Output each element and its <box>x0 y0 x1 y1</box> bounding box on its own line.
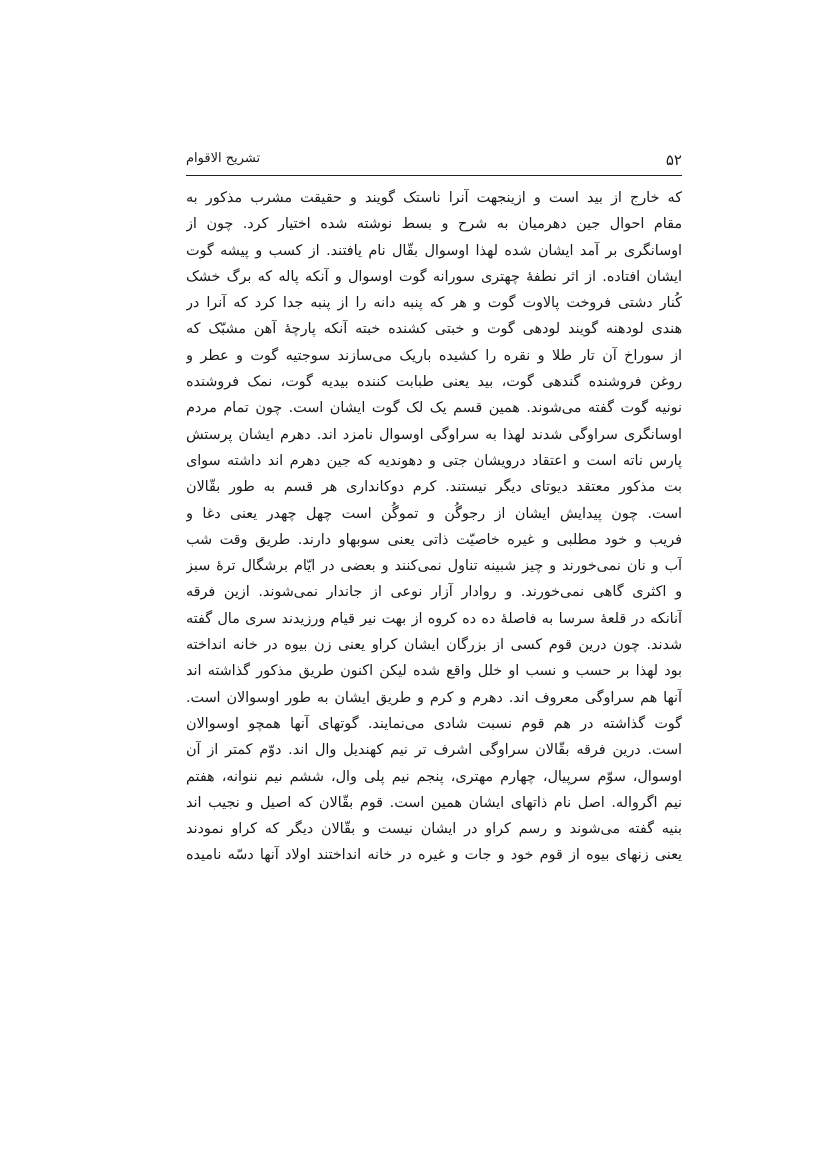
text-line: فریب و خود مطلبی و غیره خاصیّت ذاتی یعنی سوبهاو دارند. طریق وقت شب <box>186 531 682 548</box>
text-line: مقام احوال جین دهرمیان به شرح و بسط نوشته شده اختیار کرد. چون از <box>186 216 682 233</box>
text-line: اوسانگری سراوگی شدند لهذا به سراوگی اوسوال نامزد اند. دهرم ایشان پرستش <box>186 426 682 443</box>
text-line: پارس ناته است و اعتقاد درویشان جتی و دهوندیه که جین دهرم اند داشته سوای <box>186 452 682 469</box>
text-line: است. چون پیدایش ایشان از رجوگُن و تموگُن است چهل چهدر یعنی دغا و <box>186 505 682 522</box>
text-line: شدند. چون درین قوم کسی از بزرگان ایشان کراو یعنی زن بیوه در خانه انداخته <box>186 637 682 654</box>
text-line: آنانکه در قلعهٔ سرسا به فاصلهٔ ده ده کروه از بهت نیر قیام ورزیدند سری مال گفته <box>186 610 682 627</box>
text-line: روغن فروشنده گندهی گوت، بید یعنی طبابت کننده بیدیه گوت، نمک فروشنده <box>186 374 682 391</box>
text-line: اوسوال، سوّم سرپیال، چهارم مهتری، پنجم نیم پلی وال، ششم نیم ننوانه، هفتم <box>186 768 682 785</box>
text-line: نیم اگرواله. اصل نام ذاتهای ایشان همین است. قوم بقّالان که اصیل و نجیب اند <box>186 794 682 811</box>
text-line: یعنی زنهای بیوه از قوم خود و جات و غیره در خانه انداختند اولاد آنها دسّه نامیده <box>186 847 682 864</box>
page-number: ۵۲ <box>665 151 682 169</box>
text-line: است. درین فرقه بقّالان سراوگی اشرف تر نیم کهندیل وال اند. دوّم کمتر از آن <box>186 742 682 759</box>
text-line: و اکثری گاهی نمی‌خورند. و روادار آزار نوعی از جاندار نمی‌شوند. ازین فرقه <box>186 584 682 601</box>
text-line: بود لهذا بر حسب و نسب او خلل واقع شده لیکن اکنون طریق مذکور گذاشته اند <box>186 663 682 680</box>
text-line: بت مذکور معتقد دیوتای دیگر نیستند. کرم دوکانداری هر قسم به طور بقّالان <box>186 479 682 496</box>
text-line: آب و نان نمی‌خورند و چیز شبینه تناول نمی‌کنند و بعضی در ایّام برشگال ترهٔ سبز <box>186 558 682 575</box>
text-line: گوت گذاشته در هم قوم نسبت شادی می‌نمایند. گوتهای آنها همچو اوسوالان <box>186 715 682 732</box>
text-line: کُنار دشتی فروخت پالاوت گوت و هر که پنبه دانه را از پنبه جدا کرد که آنرا در <box>186 295 682 312</box>
text-line: اوسانگری بر آمد ایشان شده لهذا اوسوال بقّال نام یافتند. از کسب و پیشه گوت <box>186 242 682 259</box>
header-divider <box>186 175 682 176</box>
running-title: تشریح الاقوام <box>186 151 261 166</box>
page-header <box>186 149 682 173</box>
text-line: که خارج از بید است و ازینجهت آنرا ناستک گویند و حقیقت مشرب مذکور به <box>186 190 682 206</box>
text-line: بنیه گفته می‌شوند و رسم کراو در ایشان نیست و بقّالان دیگر که کراو نمودند <box>186 821 682 838</box>
text-line: از سوراخ آن تار طلا و نقره را کشیده باریک می‌سازند سوجتیه گوت و عطر و <box>186 347 682 364</box>
body-text <box>186 185 682 869</box>
text-line: نونیه گوت گفته می‌شوند. همین قسم یک لک گوت ایشان است. چون تمام مردم <box>186 400 682 417</box>
text-line: هندی لودهنه گویند لودهی گوت و خبتی کشنده خبته آنکه پارچهٔ آهن مشبّک که <box>186 321 682 338</box>
text-line: ایشان افتاده. از اثر نطفهٔ چهتری سورانه گوت اوسوال و آنکه پاله که برگ خشک <box>186 268 682 285</box>
text-line: آنها هم سراوگی معروف اند. دهرم و کرم و طریق ایشان به طور اوسوالان است. <box>186 689 682 706</box>
